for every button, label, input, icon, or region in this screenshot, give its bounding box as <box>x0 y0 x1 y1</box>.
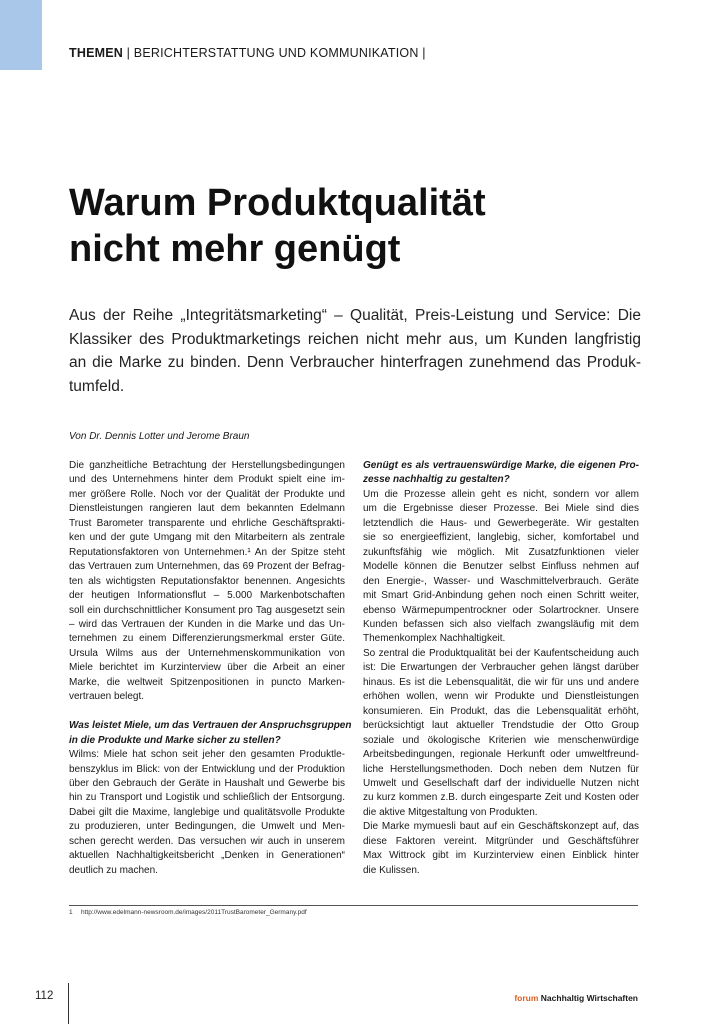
body-line: soziale und ökologische Kriterien wie menschenwürdige <box>363 734 639 746</box>
body-line: ternehmen zu einem Differenzierungsmerkmal erster Güte. <box>69 633 345 645</box>
corner-color-tab <box>0 0 42 70</box>
section-subtitle: | BERICHTERSTATTUNG UND KOMMUNIKATION | <box>122 46 426 60</box>
body-line: mer größere Rolle. Noch vor der Qualität der Produkte und <box>69 488 345 500</box>
article-title <box>69 180 486 272</box>
lead-line: tumfeld. <box>69 377 125 395</box>
author-byline: Von Dr. Dennis Lotter und Jerome Braun <box>69 431 250 442</box>
section-label: THEMEN <box>69 46 123 60</box>
body-line: die aktive Mitgestaltung von Produkten. <box>363 806 538 818</box>
body-line: Reputationsfaktoren von Unternehmen.¹ An der Spitze steht <box>69 546 345 558</box>
magazine-brand <box>514 993 638 1003</box>
body-line: Modelle können die Benutzer selbst Einfluss nehmen auf <box>363 561 639 573</box>
body-line: ten als wichtigsten Reputationsfaktor benennen. Angesichts <box>69 575 345 587</box>
body-line: die Kulissen. <box>363 864 420 876</box>
body-line: benszyklus im Blick: von der Entwicklung und der Produktion <box>69 763 345 775</box>
body-line: Dabei gilt die Maxime, langlebige und qualitätsvolle Produkte <box>69 806 345 818</box>
body-line: mit Smart Grid-Anbindung gehen noch einen Schritt weiter, <box>363 590 639 602</box>
body-line: ken und der gute Umgang mit den Mitarbeitern als zentrale <box>69 532 345 544</box>
body-line: der heutigen Informationsflut – 5.000 Markenbotschaften <box>69 590 345 602</box>
body-line: hin zu Transport und Logistik und schließlich der Entsorgung. <box>69 792 345 804</box>
brand-title: Nachhaltig Wirtschaften <box>538 993 638 1003</box>
article-lead <box>69 304 641 398</box>
lead-line: Klassiker des Produktmarketings reichen nicht mehr aus, um Kunden langfristig <box>69 330 641 348</box>
right-column <box>363 459 639 878</box>
body-line: So zentral die Produktqualität bei der Kaufentscheidung auch <box>363 647 639 659</box>
body-line: diese Faktoren vereint. Mitgründer und Geschäftsführer <box>363 835 639 847</box>
body-line: Miele berichtet im Kurzinterview über die Arbeit an einer <box>69 662 345 674</box>
title-line: Warum Produktqualität <box>69 182 486 224</box>
body-line: Max Wittrock gibt im Kurzinterview einen Einblick hinter <box>363 850 639 862</box>
body-line: Kunden befassen sich also vielfach zwangsläufig mit dem <box>363 618 639 630</box>
lead-line: an die Marke zu binden. Denn Verbraucher hinterfragen zunehmend das Produk- <box>69 354 641 371</box>
body-line: soll ein durchschnittlicher Konsument pro Tag ausgesetzt sein <box>69 604 345 616</box>
footer-divider <box>68 983 69 1024</box>
brand-forum: forum <box>514 993 539 1003</box>
body-line: konsumieren. Ein Produkt, das die Lebensqualität erhöht, <box>363 705 639 717</box>
body-line: schen gerecht werden. Das versuchen wir auch in unserem <box>69 835 345 847</box>
body-line: liche Herstellungsmethoden. Doch neben dem Nutzen für <box>363 763 639 775</box>
body-line: ebenso Wärmepumpentrockner oder Solartrockner. Unsere <box>363 604 639 616</box>
body-line: Umwelt und Gesellschaft darf der individuelle Nutzen nicht <box>363 777 639 789</box>
body-line: zukunftsfähig wie möglich. Mit Zusatzfunktionen vieler <box>363 546 639 558</box>
body-line: Dienstleistungen rangieren laut dem bekannten Edelmann <box>69 503 345 515</box>
body-line: – wird das Vertrauen der Kunden in die Marke und das Un- <box>69 618 345 630</box>
interview-question: Genügt es als vertrauenswürdige Marke, die eigenen Pro- <box>363 460 639 471</box>
title-line: nicht mehr genügt <box>69 228 401 270</box>
body-line: Um die Prozesse allein geht es nicht, sondern vor allem <box>363 488 639 500</box>
interview-question: zesse nachhaltig zu gestalten? <box>363 474 510 486</box>
section-header <box>69 46 426 60</box>
footnote-number: 1 <box>69 909 73 916</box>
footnote-divider <box>69 905 638 906</box>
body-line: Themenkomplex Nachhaltigkeit. <box>363 633 506 645</box>
body-line: sie so energieeffizient, langlebig, sicher, komfortabel und <box>363 532 639 544</box>
body-line: Ursula Wilms aus der Unternehmenskommunikation von <box>69 647 345 659</box>
body-line: berücksichtigt laut aktueller Trendstudie der Otto Group <box>363 720 639 732</box>
body-line: den Energie-, Wasser- und Waschmittelverbrauch. Geräte <box>363 575 639 587</box>
body-line: Arbeitsbedingungen, regionale Herkunft oder umweltfreund- <box>363 749 639 761</box>
body-line: Wilms: Miele hat schon seit jeher den gesamten Produktle- <box>69 749 345 761</box>
body-line: vertrauen belegt. <box>69 691 145 703</box>
body-line: Die Marke mymuesli baut auf ein Geschäftskonzept auf, das <box>363 821 639 833</box>
body-line: um die Ergebnisse dieser Prozesse. Bei Miele sind dies <box>363 503 639 515</box>
page-number: 112 <box>35 990 54 1002</box>
footnote-link[interactable]: http://www.edelmann-newsroom.de/images/2011TrustBarometer_Germany.pdf <box>81 909 307 916</box>
interview-question: in die Produkte und Marke sicher zu stellen? <box>69 734 281 746</box>
footnote <box>69 909 307 916</box>
body-line: zu produzieren, unter Bedingungen, die Umwelt und Men- <box>69 821 345 833</box>
body-line: Trust Barometer transparente und ehrliche Geschäftsprakti- <box>69 517 345 529</box>
left-column <box>69 459 352 878</box>
body-line: ist: Die Erwartungen der Verbraucher gehen längst darüber <box>363 662 639 674</box>
lead-line: Aus der Reihe „Integritätsmarketing“ – Qualität, Preis-Leistung und Service: Die <box>69 307 641 324</box>
body-line: erhöhen wollen, wenn wir Produkte und Dienstleistungen <box>363 691 639 703</box>
body-line: über den Gebrauch der Geräte in Haushalt und Gewerbe bis <box>69 777 345 789</box>
body-line: zu kurz kommen z.B. durch eingesparte Zeit und Kosten oder <box>363 792 639 804</box>
body-line: letztendlich die Haus- und Gewerbegeräte. Wir gestalten <box>363 517 639 529</box>
body-line: das Vertrauen zum Unternehmen, das 69 Prozent der Befrag- <box>69 561 345 573</box>
body-line: Marke, die weltweit Spitzenpositionen in puncto Marken- <box>69 676 345 688</box>
body-line: deutlich zu machen. <box>69 864 158 876</box>
body-line: hinaus. Es ist die Lebensqualität, die wir für uns und andere <box>363 676 639 688</box>
body-line: und des Unternehmens hinter dem Produkt spielt eine im- <box>69 474 345 486</box>
interview-question: Was leistet Miele, um das Vertrauen der Anspruchsgruppen <box>69 720 352 732</box>
paragraph-gap <box>69 705 345 719</box>
body-line: Die ganzheitliche Betrachtung der Herstellungsbedingungen <box>69 460 345 471</box>
body-line: aktuellen Nachhaltigkeitsbericht „Denken in Generationen“ <box>69 850 345 862</box>
